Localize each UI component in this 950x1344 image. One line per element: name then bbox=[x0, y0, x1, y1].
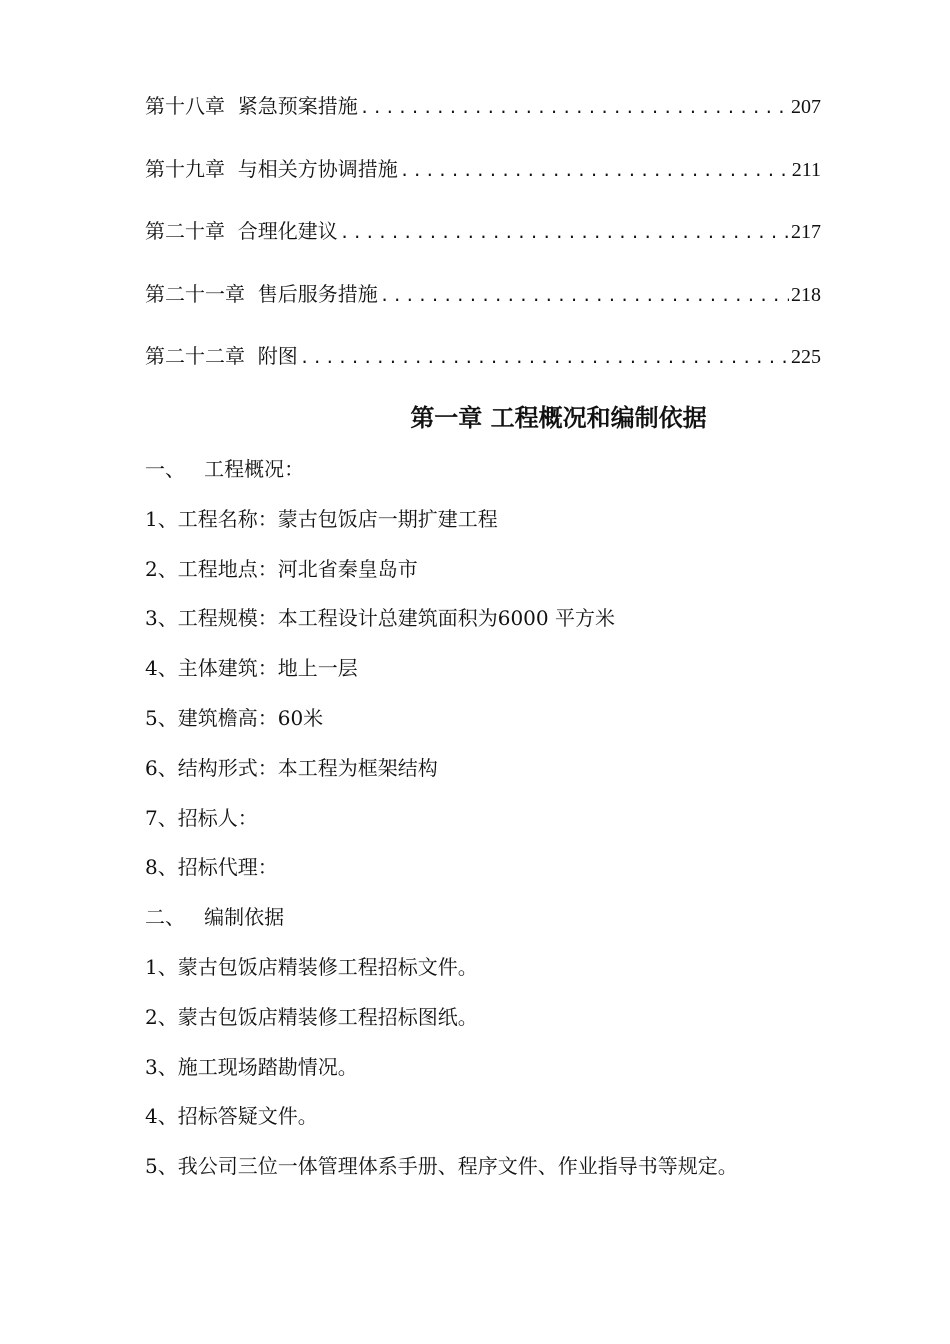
toc-entry-page: 218 bbox=[791, 283, 821, 306]
toc-entry[interactable] bbox=[145, 338, 821, 401]
toc-entry-title: 第十八章 紧急预案措施 bbox=[145, 94, 358, 118]
body-line: 6、结构形式：本工程为框架结构 bbox=[145, 755, 438, 780]
chapter-heading: 第一章 工程概况和编制依据 bbox=[410, 404, 707, 432]
body-line: 2、工程地点：河北省秦皇岛市 bbox=[145, 556, 418, 581]
toc-entry-page: 217 bbox=[791, 221, 821, 243]
toc-entry[interactable] bbox=[145, 88, 821, 151]
toc-entry-title: 第二十一章 售后服务措施 bbox=[145, 281, 378, 306]
toc-dot-leader bbox=[360, 90, 789, 126]
body-line: 2、蒙古包饭店精装修工程招标图纸。 bbox=[145, 1004, 478, 1029]
body-line: 5、建筑檐高：60米 bbox=[145, 705, 324, 730]
toc-entry-title: 第二十二章 附图 bbox=[145, 344, 298, 368]
section-heading-basis: 二、 编制依据 bbox=[145, 905, 285, 930]
toc-dot-leader bbox=[340, 215, 789, 251]
toc-entry-title: 第十九章 与相关方协调措施 bbox=[145, 156, 398, 181]
section-heading-overview: 一、 工程概况： bbox=[145, 457, 305, 481]
body-line: 1、蒙古包饭店精装修工程招标文件。 bbox=[145, 954, 478, 979]
table-of-contents bbox=[145, 88, 821, 401]
body-line: 4、招标答疑文件。 bbox=[145, 1104, 318, 1129]
toc-entry-page: 225 bbox=[791, 346, 821, 368]
toc-dot-leader bbox=[380, 278, 789, 314]
body-line: 3、工程规模：本工程设计总建筑面积为6000 平方米 bbox=[145, 606, 615, 631]
toc-entry-page: 207 bbox=[791, 96, 821, 118]
toc-entry-title: 第二十章 合理化建议 bbox=[145, 219, 338, 243]
body-line: 5、我公司三位一体管理体系手册、程序文件、作业指导书等规定。 bbox=[145, 1154, 738, 1179]
body-line: 1、工程名称：蒙古包饭店一期扩建工程 bbox=[145, 506, 498, 531]
toc-entry[interactable] bbox=[145, 213, 821, 276]
toc-entry[interactable] bbox=[145, 151, 821, 214]
toc-entry[interactable] bbox=[145, 276, 821, 339]
toc-dot-leader bbox=[400, 153, 790, 189]
body-line: 4、主体建筑：地上一层 bbox=[145, 656, 358, 681]
body-line: 3、施工现场踏勘情况。 bbox=[145, 1054, 358, 1079]
body-line: 7、招标人： bbox=[145, 805, 258, 830]
body-line: 8、招标代理： bbox=[145, 855, 278, 880]
toc-entry-page: 211 bbox=[791, 158, 821, 181]
chapter-body bbox=[145, 451, 845, 1198]
toc-dot-leader bbox=[300, 340, 789, 376]
